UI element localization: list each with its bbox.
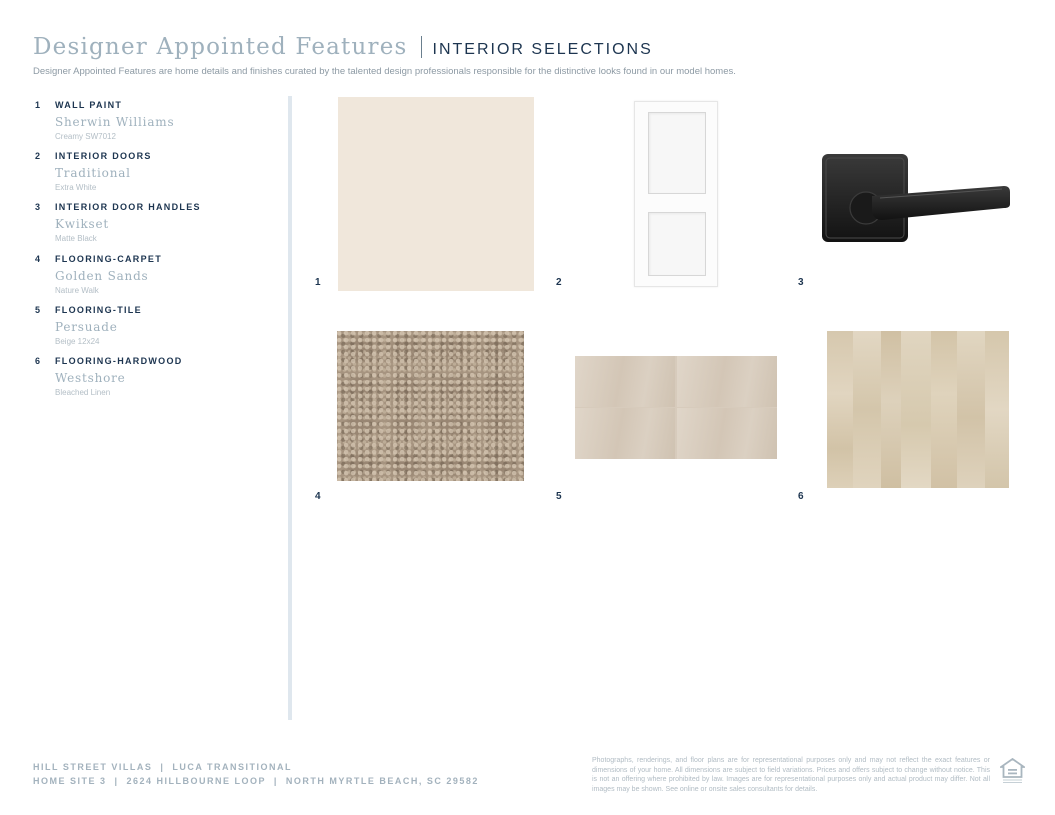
selection-brand: Golden Sands	[55, 268, 149, 283]
selection-item-wall-paint	[35, 100, 275, 151]
wood-plank	[881, 331, 902, 488]
wood-plank	[853, 331, 882, 488]
page-header	[33, 34, 653, 60]
footer-community-line: HILL STREET VILLAS | LUCA TRANSITIONAL	[33, 762, 293, 772]
tile-block	[677, 408, 777, 459]
page-title: Designer Appointed Features	[33, 34, 408, 60]
door-image	[634, 101, 718, 287]
selection-detail: Bleached Linen	[55, 387, 111, 397]
selection-category: FLOORING-TILE	[55, 304, 142, 315]
selection-detail: Nature Walk	[55, 285, 99, 295]
paint-swatch	[338, 97, 534, 291]
selection-detail: Extra White	[55, 183, 97, 193]
wood-plank	[985, 331, 1009, 488]
door-upper-panel	[648, 112, 706, 194]
selection-brand: Traditional	[55, 166, 131, 181]
selection-category: INTERIOR DOORS	[55, 151, 152, 162]
selection-number: 3	[35, 202, 41, 213]
footer-address-line: HOME SITE 3 | 2624 HILLBOURNE LOOP | NORTH MYRTLE BEACH, SC 29582	[33, 776, 479, 786]
selection-item-flooring-hardwood	[35, 356, 275, 407]
selection-detail: Matte Black	[55, 234, 97, 244]
selection-number: 6	[35, 355, 41, 366]
selection-item-flooring-carpet	[35, 254, 275, 305]
hardwood-swatch	[827, 331, 1009, 488]
tile-block	[677, 356, 777, 407]
selection-item-flooring-tile	[35, 305, 275, 356]
wood-plank	[827, 331, 854, 488]
selection-category: INTERIOR DOOR HANDLES	[55, 202, 201, 213]
swatch-number: 4	[315, 491, 321, 502]
page-subtitle: Designer Appointed Features are home details and finishes curated by the talented design professionals responsible for the distinctive looks found in our model homes.	[33, 66, 736, 77]
selection-detail: Creamy SW7012	[55, 132, 116, 141]
carpet-swatch	[337, 331, 524, 481]
tile-swatch	[575, 356, 777, 459]
tile-block	[575, 356, 675, 407]
swatch-number: 3	[798, 277, 804, 288]
tile-block	[575, 408, 675, 459]
selections-list	[35, 100, 275, 407]
vertical-divider	[288, 96, 292, 720]
selection-brand: Sherwin Williams	[55, 115, 175, 129]
equal-housing-opportunity-icon	[1000, 758, 1025, 784]
selection-brand: Persuade	[55, 319, 118, 334]
footer-disclaimer: Photographs, renderings, and floor plans are for representational purposes only and may not reflect the exact features or dimensions of your home. All dimensions are subject to field variations. Prices and offers subject to change without notice. This is not an offering where prohibited by law. Images are for representational purposes only and actual product may differ. Not all images may be shown. See online or onsite sales consultants for details.	[592, 757, 990, 793]
selection-detail: Beige 12x24	[55, 336, 100, 346]
swatch-number: 5	[556, 491, 562, 502]
wood-plank	[931, 331, 958, 488]
selection-number: 5	[35, 304, 41, 315]
selection-category: FLOORING-CARPET	[55, 253, 162, 264]
selection-number: 4	[35, 253, 41, 264]
swatch-number: 2	[556, 277, 562, 288]
section-title: INTERIOR SELECTIONS	[432, 41, 653, 58]
selection-number: 1	[35, 100, 41, 110]
swatch-number: 6	[798, 491, 804, 502]
selection-item-interior-doors	[35, 151, 275, 202]
wood-plank	[957, 331, 986, 488]
title-divider	[421, 36, 422, 58]
selection-category: FLOORING-HARDWOOD	[55, 355, 183, 366]
selection-brand: Westshore	[55, 370, 126, 385]
selection-category: WALL PAINT	[55, 100, 123, 110]
selection-item-door-handles	[35, 202, 275, 253]
wood-plank	[901, 331, 932, 488]
swatch-number: 1	[315, 277, 321, 288]
door-lower-panel	[648, 212, 706, 276]
selection-brand: Kwikset	[55, 217, 110, 232]
door-handle-icon	[820, 150, 1012, 246]
footer-community-info	[33, 760, 479, 788]
selection-number: 2	[35, 151, 41, 162]
door-handle-image	[820, 150, 1012, 246]
